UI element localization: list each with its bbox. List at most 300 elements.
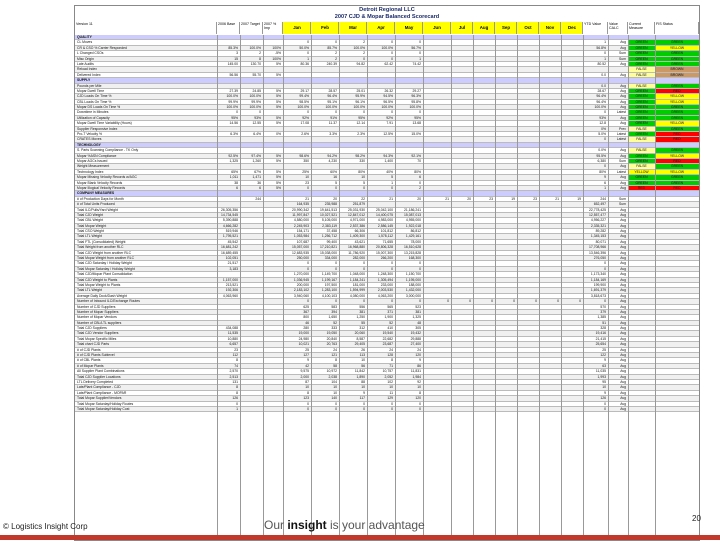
cell-month: 50.0%	[283, 46, 309, 50]
cell-target	[240, 385, 261, 389]
cell-month	[423, 337, 449, 341]
cell-calc: Avg	[608, 89, 626, 93]
cell-base: 16,689,455	[217, 251, 238, 255]
cell-month	[473, 326, 493, 330]
cell-month	[561, 245, 581, 249]
cell-month	[561, 154, 581, 158]
cell-calc: Avg	[608, 272, 626, 276]
cell-label: Total CJD Weight to Plants	[77, 278, 217, 282]
cell-month	[495, 57, 515, 61]
cell-base	[217, 272, 238, 276]
cell-month	[517, 267, 537, 271]
cell-status-status: GREEN	[655, 148, 699, 152]
cell-month: 2	[311, 51, 337, 55]
cell-calc: Latest	[608, 170, 626, 174]
cell-measure-status	[628, 218, 655, 222]
cell-month	[539, 116, 559, 120]
cell-month	[451, 51, 471, 55]
cell-month	[517, 251, 537, 255]
cell-month: 0	[423, 299, 449, 303]
cell-month	[517, 353, 537, 357]
cell-month	[517, 385, 537, 389]
cell-month: 1,578,112	[367, 234, 393, 238]
cell-calc: Avg	[608, 116, 626, 120]
cell-month	[495, 110, 515, 114]
cell-month	[423, 186, 449, 190]
cell-imp	[263, 407, 281, 411]
cell-target	[240, 164, 261, 168]
cell-month	[423, 46, 449, 50]
cell-target	[240, 218, 261, 222]
cell-calc: Avg	[608, 353, 626, 357]
cell-month	[561, 57, 581, 61]
cell-month	[561, 202, 581, 206]
cell-month	[473, 369, 493, 373]
cell-status-status	[655, 396, 699, 400]
cell-month	[517, 94, 537, 98]
cell-month	[495, 89, 515, 93]
cell-month	[495, 132, 515, 136]
cell-ytd: 0	[583, 51, 606, 55]
cell-label: Total CJD Weight from another RLC	[77, 251, 217, 255]
cell-measure-status: YELLOW	[628, 170, 655, 174]
cell-month: 240.39	[311, 62, 337, 66]
cell-month	[473, 278, 493, 282]
cell-month: 52	[367, 321, 393, 325]
cell-status-status	[655, 310, 699, 314]
cell-month	[561, 267, 581, 271]
header-cell: 2007 % Imp	[263, 22, 283, 34]
cell-month: 6	[395, 175, 421, 179]
cell-month	[451, 208, 471, 212]
cell-measure-status	[628, 278, 655, 282]
cell-month	[495, 62, 515, 66]
cell-month: 13.68	[395, 121, 421, 125]
cell-base: 213,521	[217, 283, 238, 287]
cell-month	[517, 283, 537, 287]
cell-base	[217, 321, 238, 325]
cell-month	[495, 46, 515, 50]
cell-month: 168,300	[395, 256, 421, 260]
cell-target: 1,471	[240, 175, 261, 179]
cell-imp	[263, 245, 281, 249]
cell-target	[240, 224, 261, 228]
cell-month	[423, 375, 449, 379]
cell-calc: Avg	[608, 369, 626, 373]
cell-month: 23,687	[367, 342, 393, 346]
sheet-title: Detroit Regional LLC	[75, 7, 699, 13]
cell-month: 2	[311, 57, 337, 61]
cell-label: Number of CJD Suppliers	[77, 305, 217, 309]
cell-month: 0	[367, 402, 393, 406]
cell-label: Total Mopar Supplier/Vendors	[77, 396, 217, 400]
cell-measure-status: GREEN	[628, 100, 655, 104]
cell-ytd: 0%	[583, 127, 606, 131]
cell-calc: Avg	[608, 175, 626, 179]
cell-month	[451, 396, 471, 400]
cell-measure-status: GREEN	[628, 154, 655, 158]
cell-ytd: 1,184,169	[583, 278, 606, 282]
cell-target: 100.0%	[240, 46, 261, 50]
cell-month: 5	[311, 181, 337, 185]
cell-month	[561, 164, 581, 168]
cell-month: 98.6%	[283, 154, 309, 158]
cell-month: 4,971,000	[339, 218, 365, 222]
cell-imp: 5%	[263, 170, 281, 174]
cell-month	[339, 127, 365, 131]
cell-imp	[263, 110, 281, 114]
cell-month	[473, 294, 493, 298]
cell-month: 95.8%	[395, 100, 421, 104]
cell-imp: -5%	[263, 51, 281, 55]
cell-target	[240, 234, 261, 238]
cell-label: Total Mopar Specific Miles	[77, 337, 217, 341]
cell-month: 2,183,102	[283, 288, 309, 292]
cell-month	[517, 305, 537, 309]
cell-month	[495, 272, 515, 276]
cell-month: 71	[367, 364, 393, 368]
cell-month	[517, 342, 537, 346]
cell-measure-status	[628, 369, 655, 373]
cell-calc	[608, 67, 626, 71]
cell-label: Number of Inbound ILC/Exchange Routes	[77, 299, 217, 303]
cell-label: Number of Mopar Suppliers	[77, 310, 217, 314]
cell-month	[561, 110, 581, 114]
cell-month	[561, 407, 581, 411]
cell-label: Misc Origin	[77, 57, 217, 61]
cell-status-status: YELLOW	[655, 100, 699, 104]
cell-month	[473, 164, 493, 168]
cell-month	[473, 67, 493, 71]
cell-target	[240, 402, 261, 406]
cell-month: 120	[395, 353, 421, 357]
cell-ytd: 0	[583, 402, 606, 406]
cell-month	[423, 154, 449, 158]
cell-month	[423, 202, 449, 206]
cell-month: 1,429,161	[395, 234, 421, 238]
cell-measure-status: FALSE	[628, 84, 655, 88]
cell-target: 130.70	[240, 62, 261, 66]
cell-month	[423, 224, 449, 228]
cell-month	[561, 229, 581, 233]
cell-month	[539, 73, 559, 77]
cell-target: 97.4%	[240, 154, 261, 158]
cell-month	[539, 89, 559, 93]
cell-label: Mopar Blank Velocity Records	[77, 181, 217, 185]
cell-month	[517, 181, 537, 185]
cell-status-status: GREEN	[655, 62, 699, 66]
cell-month: 2,000	[283, 375, 309, 379]
cell-month: 21	[423, 197, 449, 201]
cell-target	[240, 261, 261, 265]
cell-month: 330	[339, 159, 365, 163]
cell-measure-status: GREEN	[628, 89, 655, 93]
cell-status-status: YELLOW	[655, 154, 699, 158]
cell-month: 24	[311, 348, 337, 352]
cell-month: 0	[339, 261, 365, 265]
cell-month	[495, 240, 515, 244]
cell-calc: Avg	[608, 364, 626, 368]
cell-month: 99.4%	[283, 94, 309, 98]
cell-label: CBL Loads On Time %	[77, 100, 217, 104]
cell-ytd: 56.8%	[583, 46, 606, 50]
cell-imp: 100%	[263, 57, 281, 61]
cell-calc: Sum	[608, 159, 626, 163]
cell-month: 1,150,700	[395, 272, 421, 276]
cell-ytd: 93%	[583, 116, 606, 120]
cell-target	[240, 391, 261, 395]
cell-month	[561, 159, 581, 163]
cell-month: 2,052	[367, 375, 393, 379]
cell-imp	[263, 213, 281, 217]
cell-target: 12.55	[240, 121, 261, 125]
cell-measure-status	[628, 407, 655, 411]
cell-month: 20	[311, 197, 337, 201]
cell-month	[367, 148, 393, 152]
cell-month: 23	[517, 197, 537, 201]
cell-month	[423, 100, 449, 104]
cell-month	[517, 121, 537, 125]
cell-month: 1,650	[311, 315, 337, 319]
cell-base: 102,051	[217, 256, 238, 260]
cell-month	[451, 186, 471, 190]
cell-month: 0	[311, 110, 337, 114]
cell-base: 14.56	[217, 121, 238, 125]
cell-measure-status: GREEN	[628, 57, 655, 61]
cell-month	[517, 288, 537, 292]
cell-calc: Avg	[608, 148, 626, 152]
cell-month: 19	[561, 197, 581, 201]
cell-month: 10	[311, 385, 337, 389]
cell-target: 6.4%	[240, 132, 261, 136]
cell-month	[517, 256, 537, 260]
cell-month: 0	[395, 402, 421, 406]
cell-month: 197,500	[311, 283, 337, 287]
cell-month: 1	[367, 181, 393, 185]
cell-month	[473, 321, 493, 325]
cell-month	[283, 137, 309, 141]
cell-month	[473, 202, 493, 206]
cell-month	[423, 396, 449, 400]
scorecard-rows	[75, 35, 699, 412]
cell-month	[539, 148, 559, 152]
cell-month	[473, 245, 493, 249]
cell-calc: Avg	[608, 342, 626, 346]
cell-month: 26.32	[367, 89, 393, 93]
cell-month	[451, 202, 471, 206]
cell-month	[517, 331, 537, 335]
cell-month: 0	[283, 261, 309, 265]
cell-month: 1,890	[339, 375, 365, 379]
cell-month	[423, 294, 449, 298]
cell-month: 12,847,012	[339, 213, 365, 217]
cell-month	[423, 229, 449, 233]
cell-month	[451, 62, 471, 66]
cell-target: 99.9%	[240, 100, 261, 104]
cell-month	[473, 256, 493, 260]
cell-calc: Avg	[608, 299, 626, 303]
cell-ytd: 0	[583, 407, 606, 411]
cell-month: 0	[339, 186, 365, 190]
cell-month	[423, 380, 449, 384]
cell-month	[473, 89, 493, 93]
cell-calc: Sum	[608, 197, 626, 201]
cell-month	[423, 310, 449, 314]
cell-target	[240, 380, 261, 384]
cell-month	[495, 305, 515, 309]
cell-month	[367, 73, 393, 77]
cell-imp: 5%	[263, 121, 281, 125]
cell-month: 9	[339, 391, 365, 395]
cell-status-status	[655, 197, 699, 201]
cell-month	[423, 272, 449, 276]
cell-month	[451, 267, 471, 271]
cell-month: 17,210,821	[311, 245, 337, 249]
cell-month: 0	[283, 110, 309, 114]
cell-month	[495, 127, 515, 131]
cell-month: 0	[311, 267, 337, 271]
cell-month	[423, 331, 449, 335]
cell-measure-status	[628, 358, 655, 362]
cell-target: 93%	[240, 116, 261, 120]
cell-base: 5,390,888	[217, 218, 238, 222]
cell-month: 2	[339, 51, 365, 55]
cell-month	[495, 256, 515, 260]
cell-month: 305	[395, 326, 421, 330]
cell-month	[561, 105, 581, 109]
cell-ytd: 1	[583, 40, 606, 44]
cell-month	[451, 94, 471, 98]
cell-ytd: 0	[583, 261, 606, 265]
cell-month	[473, 213, 493, 217]
cell-month	[451, 305, 471, 309]
cell-imp	[263, 229, 281, 233]
cell-imp: 5%	[263, 175, 281, 179]
cell-ytd: 12.8	[583, 121, 606, 125]
cell-measure-status: GREEN	[628, 121, 655, 125]
cell-ytd: 89,282	[583, 229, 606, 233]
cell-month	[451, 73, 471, 77]
cell-month: 8	[283, 391, 309, 395]
cell-ytd: 570	[583, 305, 606, 309]
cell-month: 1,270,000	[283, 272, 309, 276]
cell-calc: Sum	[608, 57, 626, 61]
cell-month: 523	[395, 305, 421, 309]
cell-month	[517, 89, 537, 93]
cell-label: Total LTL Weight	[77, 288, 217, 292]
cell-month: 29.27	[395, 89, 421, 93]
cell-status-status: RED	[655, 159, 699, 163]
cell-month	[495, 321, 515, 325]
cell-month: 0	[367, 186, 393, 190]
cell-month	[423, 57, 449, 61]
cell-month	[561, 358, 581, 362]
cell-month	[495, 148, 515, 152]
cell-month	[539, 245, 559, 249]
cell-month: 80.36	[283, 62, 309, 66]
cell-month	[517, 40, 537, 44]
cell-month	[423, 321, 449, 325]
cell-month	[561, 46, 581, 50]
cell-month: 0	[311, 299, 337, 303]
cell-month: 7.91	[367, 121, 393, 125]
cell-ytd: 25,654	[583, 342, 606, 346]
cell-target: 100.0%	[240, 94, 261, 98]
cell-label: # of CJD Plants Sublevel	[77, 353, 217, 357]
cell-label: # of Production Days for Month	[77, 197, 217, 201]
cell-imp	[263, 84, 281, 88]
cell-target	[240, 272, 261, 276]
cell-month: 367	[283, 310, 309, 314]
cell-target: 36	[240, 181, 261, 185]
cell-month	[395, 164, 421, 168]
cell-month: 371	[367, 310, 393, 314]
cell-month	[561, 369, 581, 373]
cell-month: 129	[367, 396, 393, 400]
cell-calc: Avg	[608, 278, 626, 282]
cell-imp: 5%	[263, 186, 281, 190]
cell-month	[451, 326, 471, 330]
cell-imp	[263, 364, 281, 368]
cell-month	[539, 305, 559, 309]
cell-month: 0	[339, 402, 365, 406]
cell-month: 1,984	[395, 375, 421, 379]
cell-calc: Avg	[608, 331, 626, 335]
cell-imp: 5%	[263, 62, 281, 66]
cell-month	[423, 40, 449, 44]
cell-target	[240, 294, 261, 298]
cell-month	[495, 375, 515, 379]
cell-month: 11,831	[395, 369, 421, 373]
cell-base: 74	[217, 364, 238, 368]
cell-month: 0	[283, 402, 309, 406]
cell-measure-status	[628, 310, 655, 314]
cell-month	[495, 137, 515, 141]
cell-measure-status: FALSE	[628, 67, 655, 71]
cell-month: 1,900	[367, 315, 393, 319]
cell-month	[495, 73, 515, 77]
cell-month: 58	[311, 364, 337, 368]
cell-month	[561, 256, 581, 260]
cell-month	[473, 331, 493, 335]
cell-month	[517, 234, 537, 238]
cell-calc: Avg	[608, 337, 626, 341]
cell-target: 6	[240, 186, 261, 190]
cell-month	[473, 57, 493, 61]
cell-month: 52	[311, 321, 337, 325]
cell-label: Mopar DS Loads On Time %	[77, 105, 217, 109]
cell-imp	[263, 137, 281, 141]
cell-month: 1	[395, 57, 421, 61]
cell-calc: Avg	[608, 407, 626, 411]
header-cell: Aug	[473, 22, 495, 34]
cell-month	[517, 84, 537, 88]
cell-label: Total chart CJD Parts	[77, 342, 217, 346]
cell-label: CL Moves	[77, 40, 217, 44]
cell-measure-status	[628, 321, 655, 325]
cell-base: 85.3%	[217, 46, 238, 50]
copyright-text: © Logistics Insight Corp	[3, 522, 88, 531]
cell-month	[561, 380, 581, 384]
cell-calc: Avg	[608, 358, 626, 362]
cell-month	[517, 46, 537, 50]
cell-month: 56	[339, 364, 365, 368]
cell-target: 0	[240, 110, 261, 114]
cell-month: 0	[283, 407, 309, 411]
cell-month	[473, 175, 493, 179]
cell-month: 1,432,000	[395, 288, 421, 292]
cell-status-status	[655, 229, 699, 233]
